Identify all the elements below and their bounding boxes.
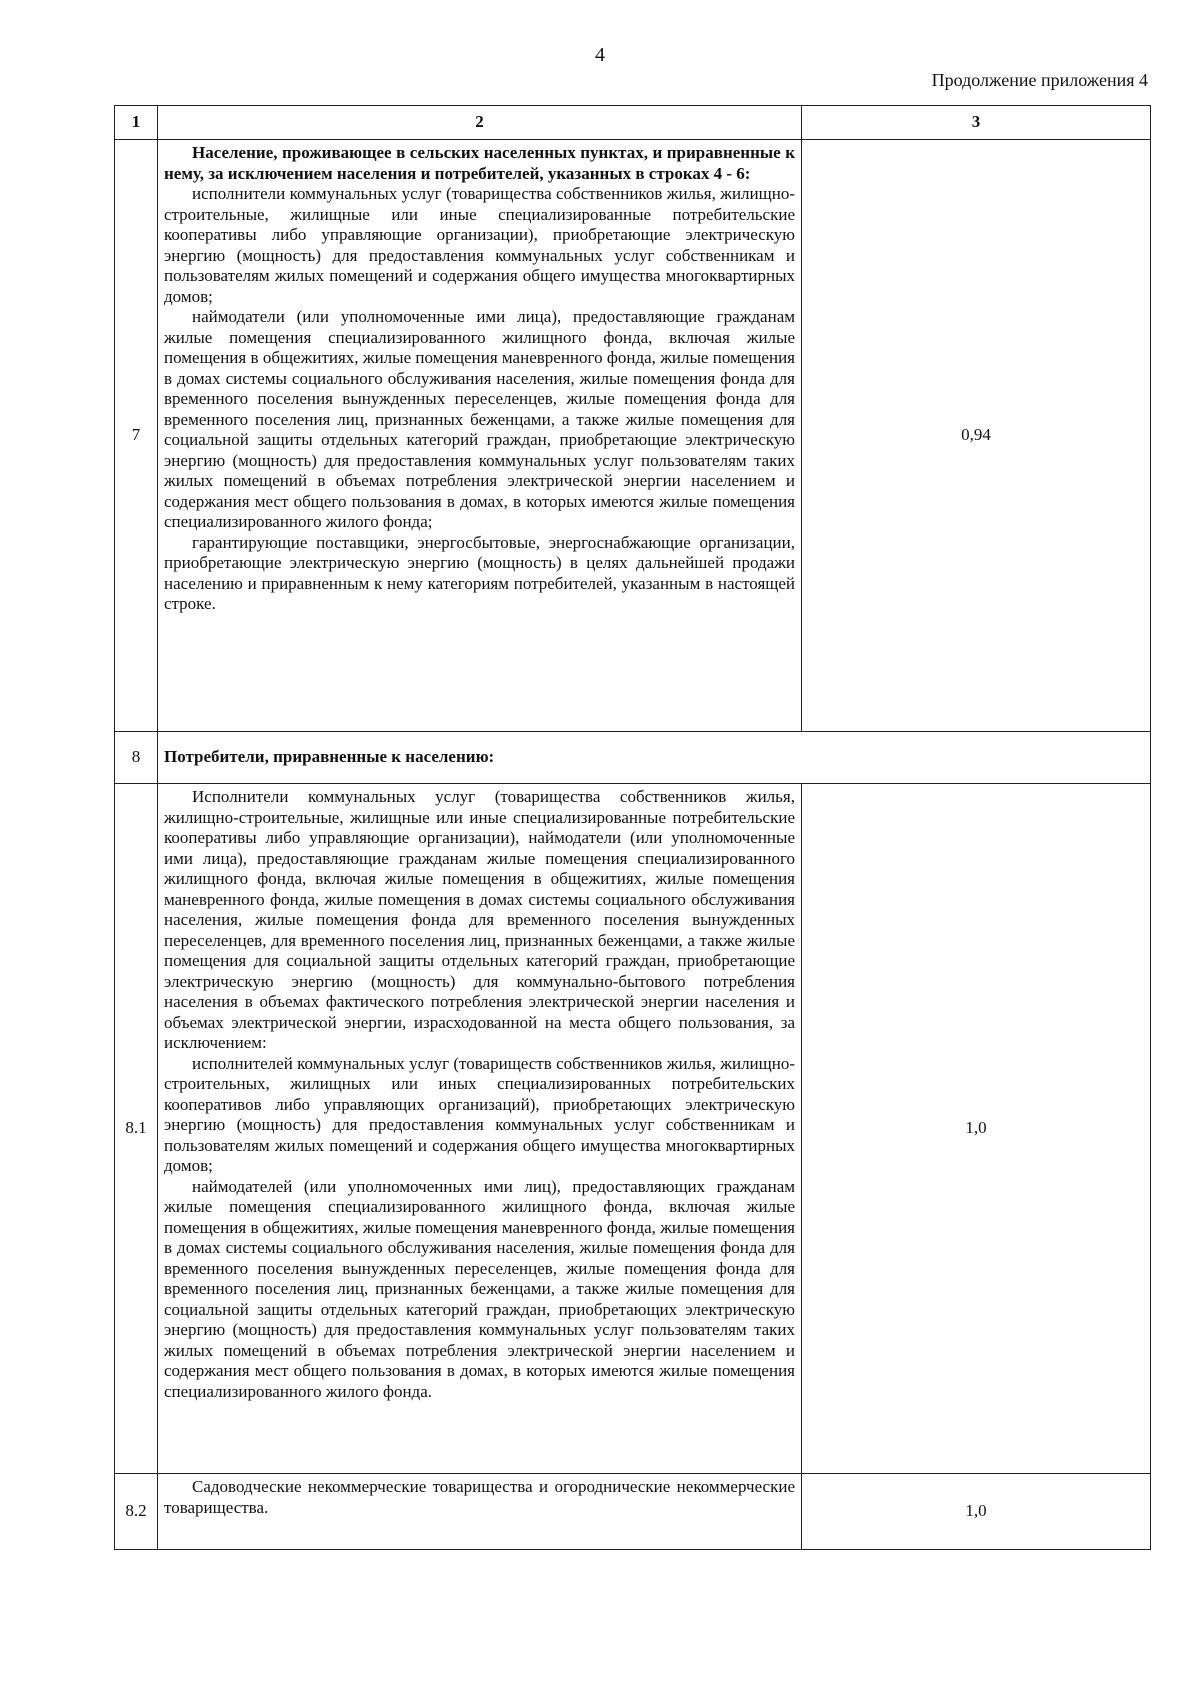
row-paragraph: Исполнители коммунальных услуг (товарищества собственников жилья, жилищно-строительные, жилищные или иные специализированные потребительские кооперативы либо управляющие организации), наймодатели (или уполномоченные ими лица), предоставляющие гражданам жилые помещения специализированного жилищного фонда, включая жилые помещения в общежитиях, жилые помещения маневренного фонда, жилые помещения в домах системы социального обслуживания населения, жилые помещения фонда для временного поселения вынужденных переселенцев, для временного поселения лиц, признанных беженцами, а также жилые помещения для социальной защиты отдельных категорий граждан, приобретающие электрическую энергию (мощность) для коммунально-бытового потребления населения в объемах фактического потребления электрической энергии населения и объемах электрической энергии, израсходованной на места общего пользования, за исключением:	[164, 787, 795, 1052]
table-row	[115, 732, 1151, 784]
row-number: 8	[115, 732, 158, 784]
header-col-1: 1	[115, 106, 158, 140]
row-description	[158, 784, 802, 1474]
section-heading: Потребители, приравненные к населению:	[158, 732, 1151, 784]
row-value: 1,0	[802, 1474, 1151, 1550]
page-number: 4	[595, 44, 605, 66]
row-description	[158, 140, 802, 732]
row-paragraph: гарантирующие поставщики, энергосбытовые, энергоснабжающие организации, приобретающие электрическую энергию (мощность) в целях дальнейшей продажи населению и приравненным к нему категориям потребителей, указанным в настоящей строке.	[164, 532, 795, 613]
row-description	[158, 1474, 802, 1550]
row-paragraph: Садоводческие некоммерческие товарищества и огороднические некоммерческие товарищества.	[164, 1477, 795, 1517]
header-col-2: 2	[158, 106, 802, 140]
row-paragraph: исполнителей коммунальных услуг (товариществ собственников жилья, жилищно-строительных, жилищных или иных специализированных потребительских кооперативов либо управляющих организаций), приобретающих электрическую энергию (мощность) для предоставления коммунальных услуг собственникам и пользователям жилых помещений и содержания общего имущества многоквартирных домов;	[164, 1053, 795, 1175]
table-row	[115, 784, 1151, 1474]
row-paragraph: наймодатели (или уполномоченные ими лица), предоставляющие гражданам жилые помещения специализированного жилищного фонда, включая жилые помещения в общежитиях, жилые помещения маневренного фонда, жилые помещения в домах системы социального обслуживания населения, жилые помещения фонда для временного поселения вынужденных переселенцев, жилые помещения фонда для временного поселения лиц, признанных беженцами, а также жилые помещения для социальной защиты отдельных категорий граждан, приобретающие электрическую энергию (мощность) для предоставления коммунальных услуг пользователям таких жилых помещений в объемах потребления электрической энергии населением и содержания мест общего пользования в домах, в которых имеются жилые помещения специализированного жилого фонда;	[164, 307, 795, 531]
table-row	[115, 140, 1151, 732]
table-header-row	[115, 106, 1151, 140]
continuation-label: Продолжение приложения 4	[931, 70, 1148, 90]
tariff-coefficient-table	[114, 105, 1151, 1550]
row-value: 0,94	[802, 140, 1151, 732]
row-lead-text: Население, проживающее в сельских населенных пунктах, и приравненные к нему, за исключением населения и потребителей, указанных в строках 4 - 6:	[164, 143, 795, 183]
row-number: 7	[115, 140, 158, 732]
row-number: 8.1	[115, 784, 158, 1474]
header-col-3: 3	[802, 106, 1151, 140]
row-paragraph: исполнители коммунальных услуг (товарищества собственников жилья, жилищно-строительные, жилищные или иные специализированные потребительские кооперативы либо управляющие организации), приобретающие электрическую энергию (мощность) для предоставления коммунальных услуг собственникам и пользователям жилых помещений и содержания общего имущества многоквартирных домов;	[164, 184, 795, 306]
table-row	[115, 1474, 1151, 1550]
row-number: 8.2	[115, 1474, 158, 1550]
row-paragraph: наймодателей (или уполномоченных ими лиц), предоставляющих гражданам жилые помещения специализированного жилищного фонда, включая жилые помещения в общежитиях, жилые помещения маневренного фонда, жилые помещения в домах системы социального обслуживания населения, жилые помещения фонда для временного поселения вынужденных переселенцев, жилые помещения фонда для временного поселения лиц, признанных беженцами, а также жилые помещения для социальной защиты отдельных категорий граждан, приобретающих электрическую энергию (мощность) для предоставления коммунальных услуг пользователям таких жилых помещений в объемах потребления электрической энергии населением и содержания мест общего пользования в домах, в которых имеются жилые помещения специализированного жилого фонда.	[164, 1176, 795, 1401]
row-value: 1,0	[802, 784, 1151, 1474]
